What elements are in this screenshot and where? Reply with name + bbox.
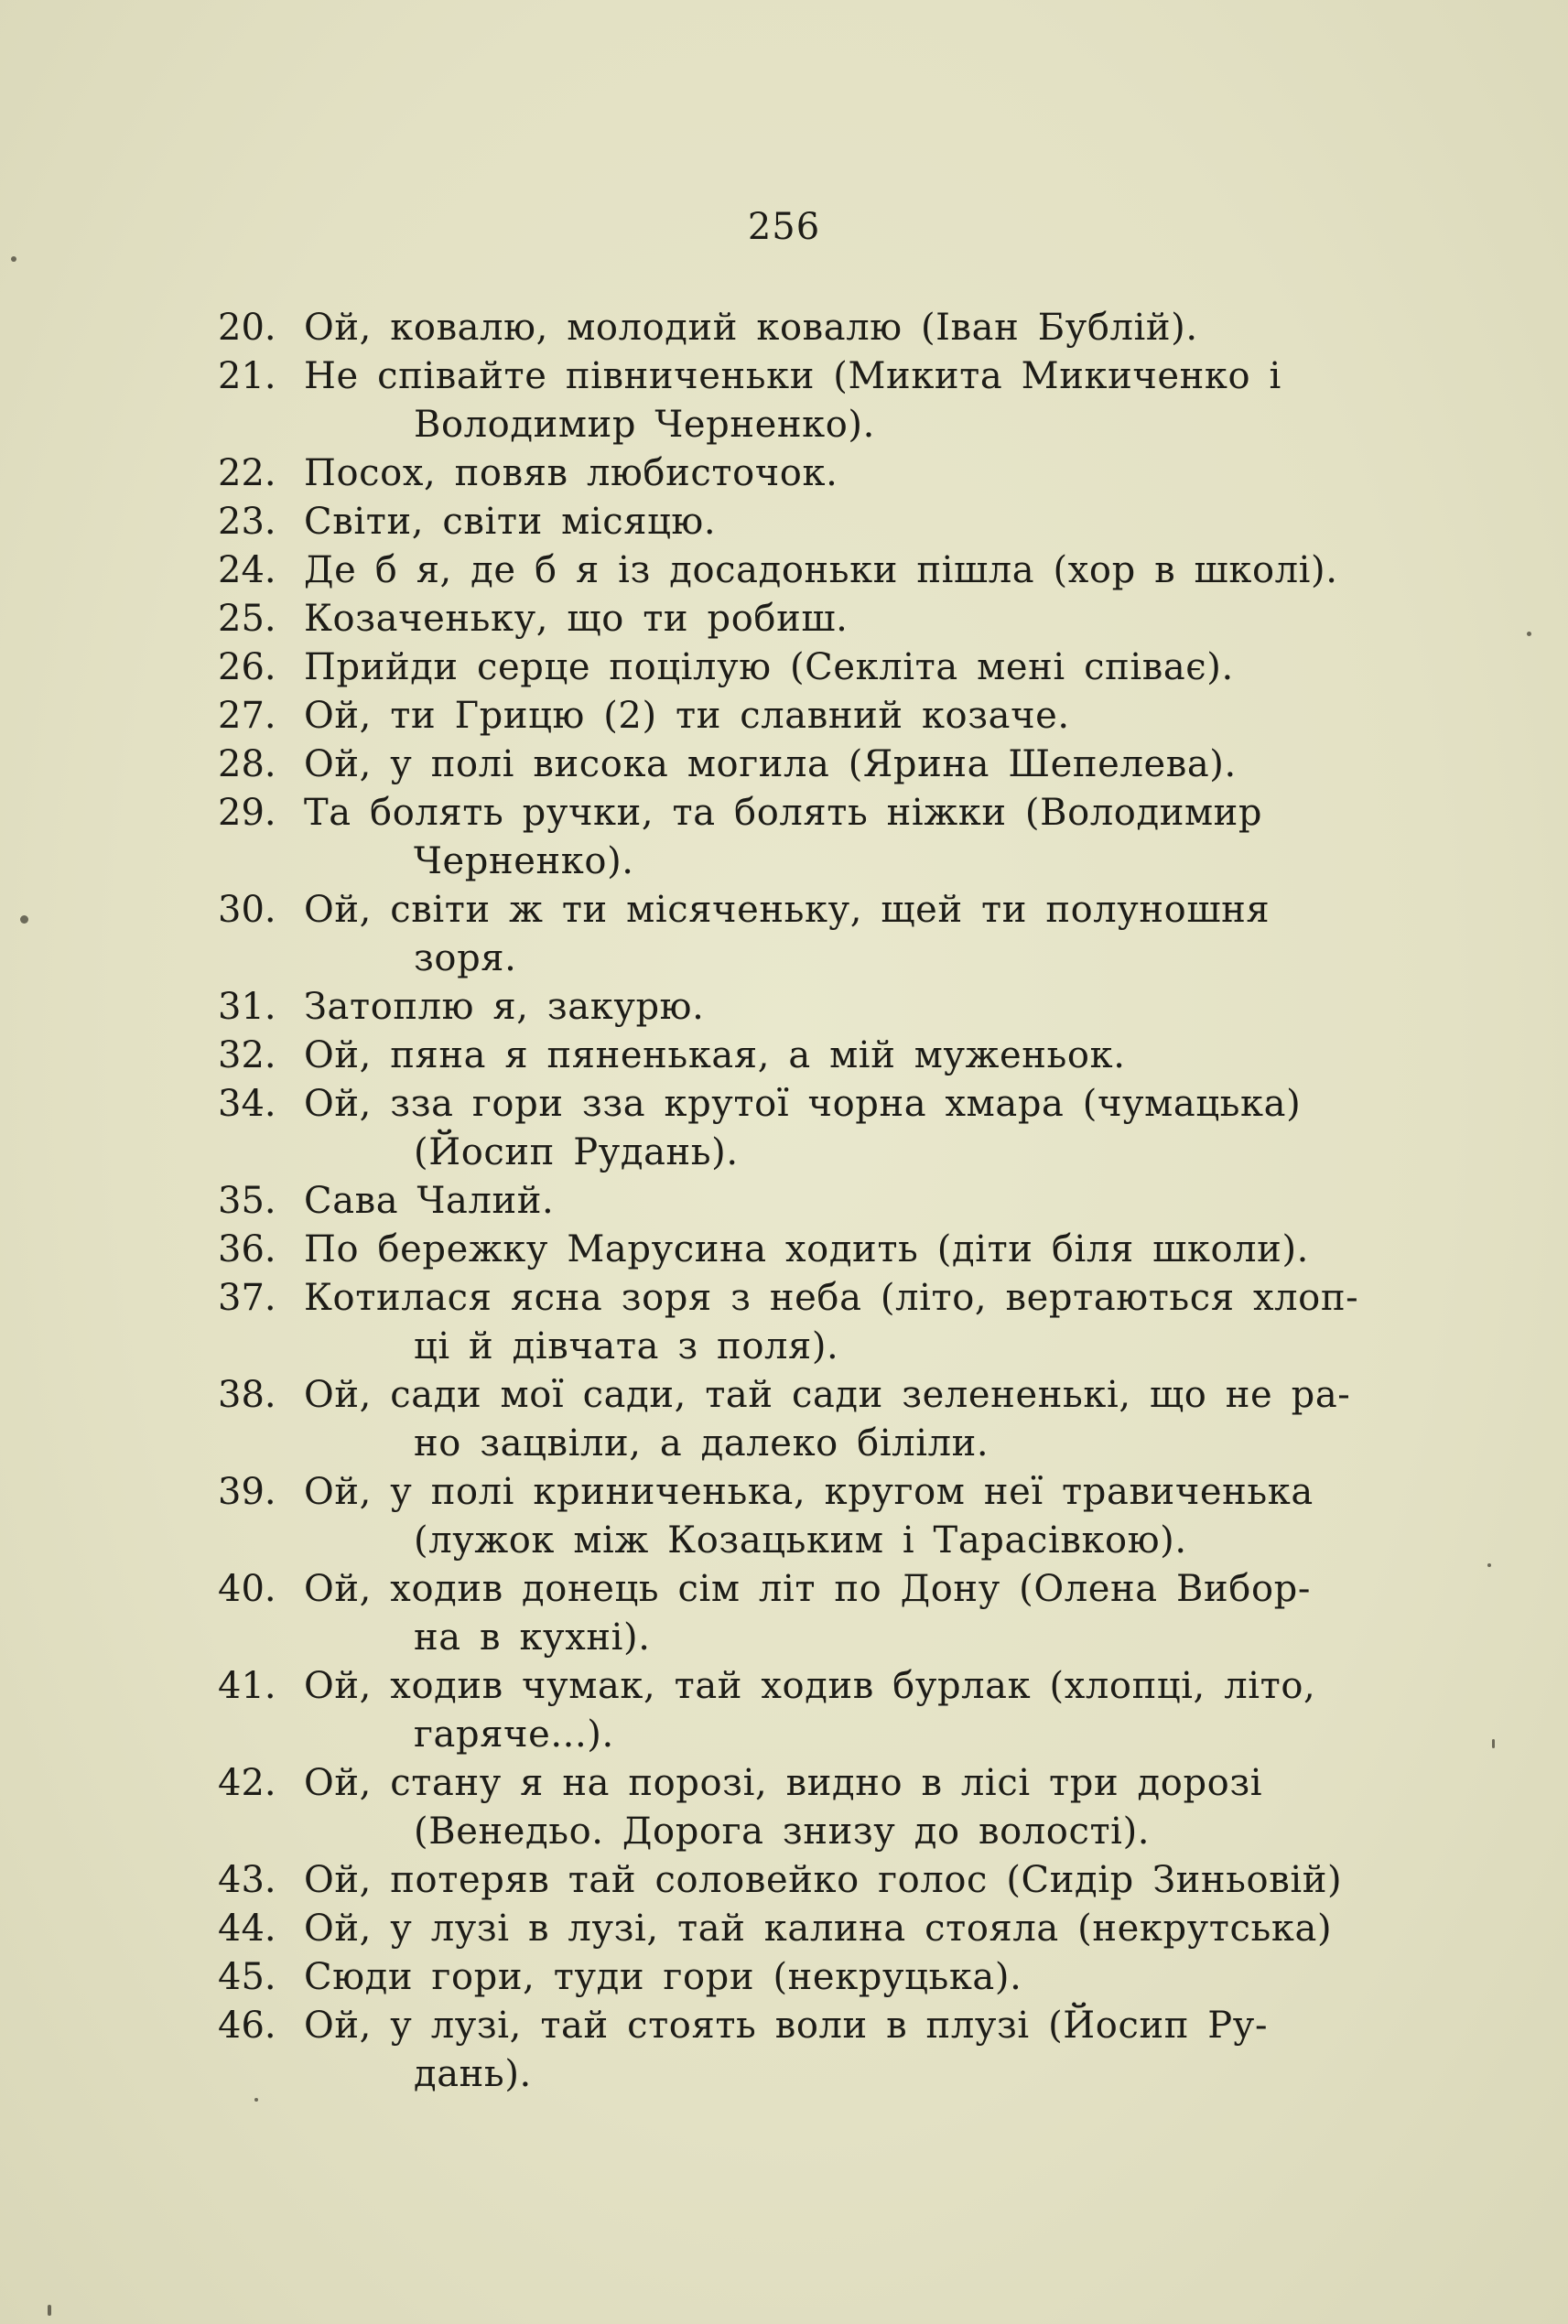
item-number: 26. [218, 646, 276, 688]
item-text [304, 1759, 1472, 1856]
item-text [304, 449, 1472, 498]
item-text [304, 692, 1472, 740]
item-text-line: Де б я, де б я із досадоньки пішла (хор в школі). [304, 549, 1338, 591]
paper-speck [48, 2305, 51, 2316]
list-item [218, 1032, 1472, 1080]
item-text-continuation: (Йосип Рудань). [414, 1131, 739, 1173]
list-item [218, 1662, 1472, 1759]
item-number: 20. [218, 307, 276, 349]
item-number: 39. [218, 1471, 276, 1513]
item-text [304, 546, 1472, 595]
item-text-line: Ой, зза гори зза крутої чорна хмара (чумацька) [304, 1083, 1302, 1125]
list-item [218, 1226, 1472, 1274]
item-text-line: Ой, потеряв тай соловейко голос (Сидір Зиньовій) [304, 1859, 1343, 1901]
item-text [304, 983, 1472, 1032]
item-text [304, 1953, 1472, 2002]
list-item [218, 1856, 1472, 1905]
item-text-line: Козаченьку, що ти робиш. [304, 598, 849, 640]
item-text-line: Ой, сади мої сади, тай сади зелененькі, що не ра- [304, 1374, 1351, 1416]
item-number: 30. [218, 889, 276, 931]
list-item [218, 498, 1472, 546]
item-text-line: Ой, пяна я пяненькая, а мій муженьок. [304, 1034, 1126, 1076]
item-text-continuation: (Венедьо. Дорога знизу до волості). [414, 1811, 1151, 1853]
item-text [304, 1662, 1472, 1759]
item-text-continuation: на в кухні). [414, 1616, 651, 1659]
item-number: 24. [218, 549, 276, 591]
item-number: 45. [218, 1956, 276, 1998]
item-text [304, 2002, 1472, 2099]
paper-speck [20, 915, 28, 924]
list-item [218, 692, 1472, 740]
item-number: 37. [218, 1277, 276, 1319]
item-text [304, 1080, 1472, 1177]
item-text [304, 789, 1472, 886]
item-text [304, 304, 1472, 352]
list-item [218, 546, 1472, 595]
item-text [304, 1032, 1472, 1080]
item-text-line: Ой, ходив донець сім літ по Дону (Олена Вибор- [304, 1568, 1311, 1610]
list-item [218, 1177, 1472, 1226]
item-number: 41. [218, 1665, 276, 1707]
item-text-continuation: но зацвіли, а далеко біліли. [414, 1422, 989, 1465]
item-text [304, 643, 1472, 692]
list-item [218, 789, 1472, 886]
item-text-line: Ой, у полі криниченька, кругом неї травиченька [304, 1471, 1314, 1513]
list-item [218, 304, 1472, 352]
item-number: 40. [218, 1568, 276, 1610]
item-text [304, 1274, 1472, 1371]
item-text [304, 740, 1472, 789]
item-text-line: Не співайте півниченьки (Микита Микиченко і [304, 355, 1281, 397]
item-text-line: Ой, у полі висока могила (Ярина Шепелева). [304, 743, 1237, 785]
list-item [218, 352, 1472, 449]
item-number: 27. [218, 695, 276, 737]
paper-speck [254, 2098, 258, 2102]
item-number: 25. [218, 598, 276, 640]
item-number: 35. [218, 1180, 276, 1222]
item-number: 36. [218, 1228, 276, 1270]
item-text-line: Котилася ясна зоря з неба (літо, вертаються хлоп- [304, 1277, 1359, 1319]
item-text-line: Прийди серце поцілую (Секліта мені співає). [304, 646, 1234, 688]
list-item [218, 886, 1472, 983]
item-text [304, 1468, 1472, 1565]
item-text-line: Ой, ходив чумак, тай ходив бурлак (хлопці, літо, [304, 1665, 1316, 1707]
item-number: 28. [218, 743, 276, 785]
item-text-line: Та болять ручки, та болять ніжки (Володимир [304, 792, 1263, 834]
item-text [304, 1177, 1472, 1226]
item-number: 34. [218, 1083, 276, 1125]
item-text [304, 1565, 1472, 1662]
item-text-line: Ой, у лузі в лузі, тай калина стояла (некрутська) [304, 1908, 1333, 1950]
list-item [218, 1565, 1472, 1662]
item-text [304, 498, 1472, 546]
item-text-continuation: Черненко). [414, 840, 634, 882]
item-text-continuation: ці й дівчата з поля). [414, 1325, 839, 1367]
item-text [304, 1371, 1472, 1468]
item-text [304, 886, 1472, 983]
item-number: 38. [218, 1374, 276, 1416]
list-item [218, 2002, 1472, 2099]
item-text [304, 595, 1472, 643]
item-number: 44. [218, 1908, 276, 1950]
list-item [218, 1080, 1472, 1177]
list-item [218, 1274, 1472, 1371]
item-number: 21. [218, 355, 276, 397]
paper-speck [1527, 632, 1531, 636]
paper-speck [11, 256, 16, 262]
paper-speck [1492, 1739, 1495, 1748]
item-number: 46. [218, 2005, 276, 2047]
item-text-continuation: гаряче...). [414, 1713, 614, 1756]
item-text-line: Ой, стану я на порозі, видно в лісі три дорозі [304, 1762, 1263, 1804]
item-text-line: Сюди гори, туди гори (некруцька). [304, 1956, 1022, 1998]
item-text [304, 1905, 1472, 1953]
item-text-line: Затоплю я, закурю. [304, 986, 705, 1028]
paper-speck [1487, 1563, 1491, 1567]
item-number: 31. [218, 986, 276, 1028]
item-text-line: Ой, у лузі, тай стоять воли в плузі (Йосип Ру- [304, 2005, 1269, 2047]
list-item [218, 740, 1472, 789]
item-text [304, 352, 1472, 449]
item-text [304, 1856, 1472, 1905]
item-number: 32. [218, 1034, 276, 1076]
item-text-line: Ой, світи ж ти місяченьку, щей ти полуношня [304, 889, 1271, 931]
page-number: 256 [747, 206, 821, 248]
list-item [218, 1905, 1472, 1953]
item-text-line: Ой, ковалю, молодий ковалю (Іван Бублій). [304, 307, 1198, 349]
item-text [304, 1226, 1472, 1274]
list-item [218, 595, 1472, 643]
list-item [218, 1759, 1472, 1856]
list-item [218, 1371, 1472, 1468]
item-number: 43. [218, 1859, 276, 1901]
item-number: 29. [218, 792, 276, 834]
list-item [218, 1468, 1472, 1565]
item-text-line: Сава Чалий. [304, 1180, 555, 1222]
item-text-continuation: (лужок між Козацьким і Тарасівкою). [414, 1519, 1187, 1562]
list-item [218, 449, 1472, 498]
list-item [218, 643, 1472, 692]
item-number: 22. [218, 452, 276, 494]
item-text-continuation: зоря. [414, 937, 517, 979]
item-text-line: Ой, ти Грицю (2) ти славний козаче. [304, 695, 1070, 737]
item-number: 23. [218, 501, 276, 543]
item-text-line: Посох, повяв любисточок. [304, 452, 838, 494]
item-text-continuation: дань). [414, 2053, 532, 2095]
song-list [218, 304, 1472, 2099]
item-number: 42. [218, 1762, 276, 1804]
item-text-line: По бережку Марусина ходить (діти біля школи). [304, 1228, 1309, 1270]
list-item [218, 1953, 1472, 2002]
item-text-continuation: Володимир Черненко). [414, 404, 875, 446]
item-text-line: Світи, світи місяцю. [304, 501, 717, 543]
list-item [218, 983, 1472, 1032]
